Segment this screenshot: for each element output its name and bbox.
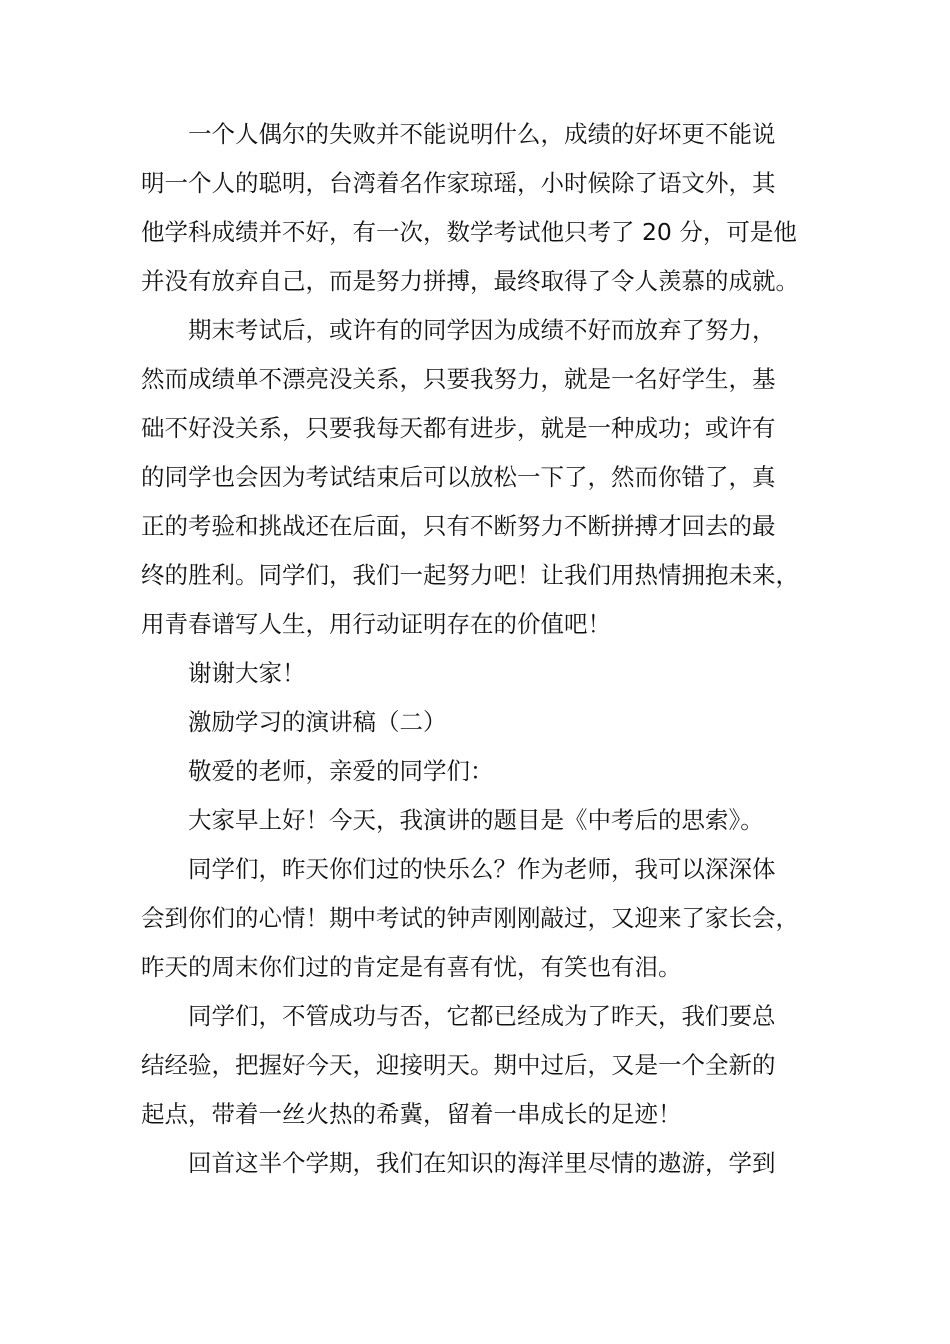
paragraph-thanks — [141, 649, 821, 698]
text-line: 激励学习的演讲稿（二） — [188, 708, 447, 736]
text-line: 并没有放弃自己，而是努力拼搏，最终取得了令人羡慕的成就。 — [141, 267, 799, 295]
text-line: 敬爱的老师，亲爱的同学们： — [188, 757, 494, 785]
text-line: 谢谢大家！ — [188, 659, 306, 687]
text-line: 结经验，把握好今天，迎接明天。期中过后，又是一个全新的 — [141, 1051, 776, 1079]
text-line: 期末考试后，或许有的同学因为成绩不好而放弃了努力， — [188, 316, 776, 344]
text-line: 同学们，昨天你们过的快乐么？作为老师，我可以深深体 — [188, 855, 776, 883]
paragraph-2 — [141, 306, 821, 649]
text-line: 昨天的周末你们过的肯定是有喜有忧，有笑也有泪。 — [141, 953, 682, 981]
paragraph-3 — [141, 845, 821, 992]
document-body — [141, 110, 821, 1188]
paragraph-5 — [141, 1139, 821, 1188]
section-title — [141, 698, 821, 747]
text-line: 会到你们的心情！期中考试的钟声刚刚敲过，又迎来了家长会， — [141, 904, 799, 932]
text-line: 用青春谱写人生，用行动证明存在的价值吧！ — [141, 610, 611, 638]
text-line: 明一个人的聪明，台湾着名作家琼瑶，小时候除了语文外，其 — [141, 169, 776, 197]
paragraph-1 — [141, 110, 821, 306]
text-line: 一个人偶尔的失败并不能说明什么，成绩的好坏更不能说 — [188, 120, 776, 148]
text-line: 他学科成绩并不好，有一次，数学考试他只考了 20 分，可是他 — [141, 218, 797, 246]
paragraph-greeting — [141, 747, 821, 796]
paragraph-4 — [141, 992, 821, 1139]
text-line: 回首这半个学期，我们在知识的海洋里尽情的遨游，学到 — [188, 1149, 776, 1177]
text-line: 正的考验和挑战还在后面，只有不断努力不断拼搏才回去的最 — [141, 512, 776, 540]
text-line: 起点，带着一丝火热的希冀，留着一串成长的足迹！ — [141, 1100, 682, 1128]
text-line: 的同学也会因为考试结束后可以放松一下了，然而你错了，真 — [141, 463, 776, 491]
text-line: 终的胜利。同学们，我们一起努力吧！让我们用热情拥抱未来， — [141, 561, 799, 589]
text-line: 同学们，不管成功与否，它都已经成为了昨天，我们要总 — [188, 1002, 776, 1030]
paragraph-intro — [141, 796, 821, 845]
text-line: 础不好没关系，只要我每天都有进步，就是一种成功；或许有 — [141, 414, 776, 442]
text-line: 然而成绩单不漂亮没关系，只要我努力，就是一名好学生，基 — [141, 365, 776, 393]
text-line: 大家早上好！今天，我演讲的题目是《中考后的思索》。 — [188, 806, 764, 834]
